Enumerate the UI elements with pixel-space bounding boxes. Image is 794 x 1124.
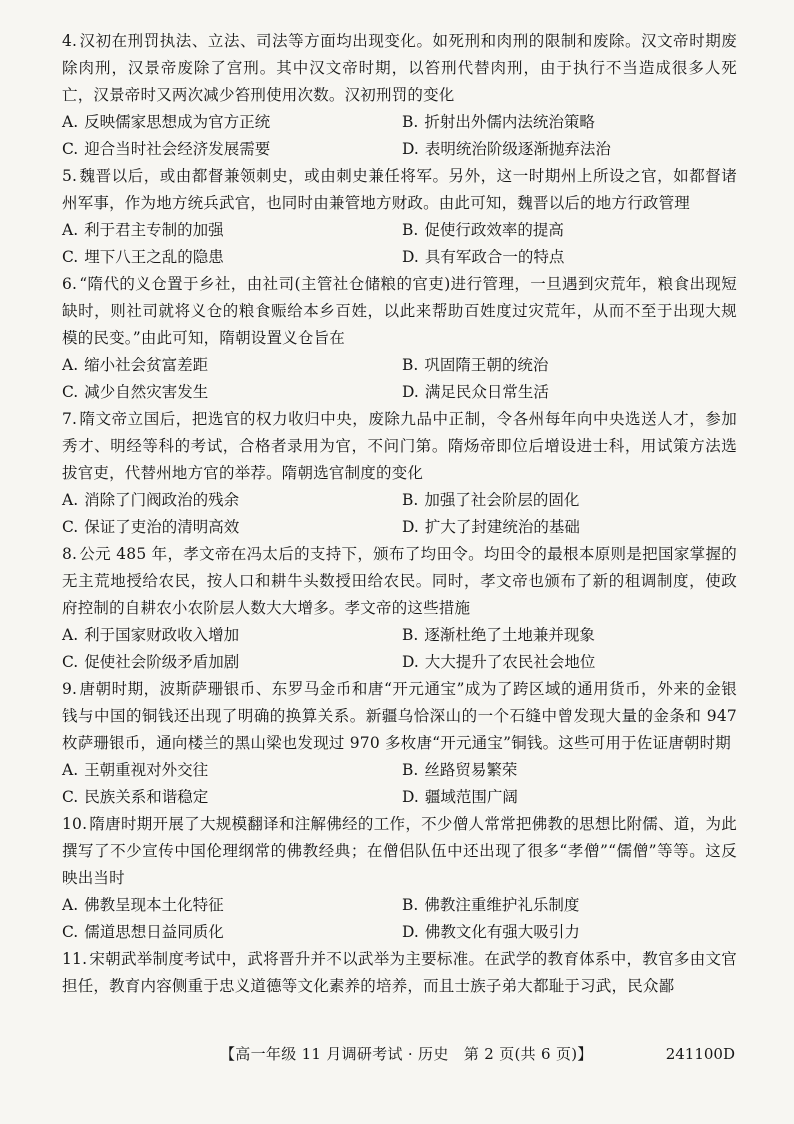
option-c[interactable] bbox=[62, 919, 402, 946]
option-c[interactable] bbox=[62, 514, 402, 541]
question-stem: 隋文帝立国后，把选官的权力收归中央，废除九品中正制，令各州每年向中央选送人才，参加秀才、明经等科的考试，合格者录用为官，不问门第。隋炀帝即位后增设进士科，用试策方法选拔官吏，代替州地方官的举荐。隋朝选官制度的变化 bbox=[62, 410, 737, 482]
option-b[interactable] bbox=[402, 622, 737, 649]
option-b[interactable] bbox=[402, 217, 737, 244]
option-letter: C. bbox=[62, 383, 79, 401]
option-b[interactable] bbox=[402, 352, 737, 379]
option-d[interactable] bbox=[402, 136, 737, 163]
option-letter: B. bbox=[402, 113, 419, 131]
option-letter: D. bbox=[402, 518, 419, 536]
question-text bbox=[62, 946, 737, 1000]
option-letter: C. bbox=[62, 653, 79, 671]
option-letter: A. bbox=[62, 491, 79, 509]
question-text bbox=[62, 541, 737, 622]
option-a[interactable] bbox=[62, 352, 402, 379]
option-d[interactable] bbox=[402, 784, 737, 811]
option-letter: A. bbox=[62, 626, 79, 644]
options-grid bbox=[62, 352, 737, 406]
option-letter: B. bbox=[402, 221, 419, 239]
option-text: 满足民众日常生活 bbox=[424, 383, 549, 401]
option-a[interactable] bbox=[62, 217, 402, 244]
option-letter: D. bbox=[402, 653, 419, 671]
option-text: 儒道思想日益同质化 bbox=[84, 923, 224, 941]
question-number: 11. bbox=[62, 950, 88, 968]
option-text: 扩大了封建统治的基础 bbox=[424, 518, 580, 536]
option-text: 佛教注重维护礼乐制度 bbox=[424, 896, 580, 914]
option-letter: B. bbox=[402, 896, 419, 914]
option-text: 折射出外儒内法统治策略 bbox=[424, 113, 595, 131]
option-letter: B. bbox=[402, 356, 419, 374]
question-stem: “隋代的义仓置于乡社，由社司(主管社仓储粮的官吏)进行管理，一旦遇到灾荒年，粮食出现短缺时，则社司就将义仓的粮食赈给本乡百姓，以此来帮助百姓度过灾荒年，从而不至于出现大规模的民变。”由此可知，隋朝设置义仓旨在 bbox=[62, 275, 737, 347]
question-8 bbox=[62, 541, 737, 676]
option-letter: D. bbox=[402, 788, 419, 806]
question-number: 6. bbox=[62, 275, 78, 293]
option-c[interactable] bbox=[62, 784, 402, 811]
option-letter: C. bbox=[62, 923, 79, 941]
question-11 bbox=[62, 946, 737, 1000]
option-text: 逐渐杜绝了土地兼并现象 bbox=[424, 626, 595, 644]
option-text: 佛教呈现本土化特征 bbox=[84, 896, 224, 914]
options-grid bbox=[62, 757, 737, 811]
option-a[interactable] bbox=[62, 757, 402, 784]
option-a[interactable] bbox=[62, 109, 402, 136]
option-text: 迎合当时社会经济发展需要 bbox=[84, 140, 271, 158]
question-number: 5. bbox=[62, 167, 78, 185]
question-text bbox=[62, 28, 737, 109]
exam-code: 241100D bbox=[665, 1045, 735, 1063]
question-text bbox=[62, 406, 737, 487]
option-letter: A. bbox=[62, 896, 79, 914]
options-grid bbox=[62, 892, 737, 946]
option-text: 具有军政合一的特点 bbox=[424, 248, 565, 266]
option-text: 消除了门阀政治的残余 bbox=[84, 491, 240, 509]
option-letter: B. bbox=[402, 761, 419, 779]
option-d[interactable] bbox=[402, 649, 737, 676]
question-text bbox=[62, 811, 737, 892]
question-6 bbox=[62, 271, 737, 406]
option-letter: A. bbox=[62, 221, 79, 239]
question-7 bbox=[62, 406, 737, 541]
option-letter: A. bbox=[62, 761, 79, 779]
option-a[interactable] bbox=[62, 487, 402, 514]
option-text: 缩小社会贫富差距 bbox=[84, 356, 209, 374]
question-4 bbox=[62, 28, 737, 163]
option-letter: B. bbox=[402, 491, 419, 509]
question-9 bbox=[62, 676, 737, 811]
option-letter: A. bbox=[62, 113, 79, 131]
option-b[interactable] bbox=[402, 757, 737, 784]
question-number: 9. bbox=[62, 680, 78, 698]
question-text bbox=[62, 163, 737, 217]
question-stem: 唐朝时期，波斯萨珊银币、东罗马金币和唐“开元通宝”成为了跨区域的通用货币，外来的金银钱与中国的铜钱还出现了明确的换算关系。新疆乌恰深山的一个石缝中曾发现大量的金条和 947 枚萨珊银币，通向楼兰的黑山梁也发现过 970 多枚唐“开元通宝”铜钱。这些可用于佐证唐朝时期 bbox=[62, 680, 737, 752]
option-letter: A. bbox=[62, 356, 79, 374]
option-text: 埋下八王之乱的隐患 bbox=[84, 248, 224, 266]
question-number: 8. bbox=[62, 545, 78, 563]
options-grid bbox=[62, 217, 737, 271]
option-a[interactable] bbox=[62, 622, 402, 649]
question-stem: 汉初在刑罚执法、立法、司法等方面均出现变化。如死刑和肉刑的限制和废除。汉文帝时期废除肉刑，汉景帝废除了宫刑。其中汉文帝时期，以笞刑代替肉刑，由于执行不当造成很多人死亡，汉景帝时又两次减少笞刑使用次数。汉初刑罚的变化 bbox=[62, 32, 737, 104]
question-5 bbox=[62, 163, 737, 271]
option-text: 加强了社会阶层的固化 bbox=[424, 491, 580, 509]
option-text: 王朝重视对外交往 bbox=[84, 761, 209, 779]
question-number: 10. bbox=[62, 815, 88, 833]
option-b[interactable] bbox=[402, 892, 737, 919]
option-c[interactable] bbox=[62, 649, 402, 676]
question-stem: 宋朝武举制度考试中，武将晋升并不以武举为主要标准。在武学的教育体系中，教官多由文官担任，教育内容侧重于忠义道德等文化素养的培养，而且士族子弟大都耻于习武，民众鄙 bbox=[62, 950, 737, 995]
exam-label: 【高一年级 11 月调研考试 · 历史 第 2 页(共 6 页)】 bbox=[220, 1045, 593, 1063]
option-c[interactable] bbox=[62, 136, 402, 163]
questions-container bbox=[62, 28, 737, 1000]
question-stem: 公元 485 年，孝文帝在冯太后的支持下，颁布了均田令。均田令的最根本原则是把国家掌握的无主荒地授给农民，按人口和耕牛头数授田给农民。同时，孝文帝也颁布了新的租调制度，使政府控制的自耕农小农阶层人数大大增多。孝文帝的这些措施 bbox=[62, 545, 737, 617]
option-text: 民族关系和谐稳定 bbox=[84, 788, 209, 806]
option-text: 利于君主专制的加强 bbox=[84, 221, 224, 239]
option-letter: C. bbox=[62, 788, 79, 806]
option-b[interactable] bbox=[402, 487, 737, 514]
question-text bbox=[62, 271, 737, 352]
option-letter: D. bbox=[402, 248, 419, 266]
question-10 bbox=[62, 811, 737, 946]
question-number: 7. bbox=[62, 410, 78, 428]
question-stem: 隋唐时期开展了大规模翻译和注解佛经的工作，不少僧人常常把佛教的思想比附儒、道，为此撰写了不少宣传中国伦理纲常的佛教经典；在僧侣队伍中还出现了很多“孝僧”“儒僧”等等。这反映出当时 bbox=[62, 815, 737, 887]
option-text: 保证了吏治的清明高效 bbox=[84, 518, 240, 536]
option-letter: D. bbox=[402, 383, 419, 401]
option-d[interactable] bbox=[402, 514, 737, 541]
option-text: 表明统治阶级逐渐抛弃法治 bbox=[424, 140, 611, 158]
option-text: 促使社会阶级矛盾加剧 bbox=[84, 653, 240, 671]
option-text: 反映儒家思想成为官方正统 bbox=[84, 113, 271, 131]
option-c[interactable] bbox=[62, 379, 402, 406]
options-grid bbox=[62, 622, 737, 676]
option-c[interactable] bbox=[62, 244, 402, 271]
option-letter: C. bbox=[62, 248, 79, 266]
option-d[interactable] bbox=[402, 379, 737, 406]
option-text: 佛教文化有强大吸引力 bbox=[424, 923, 580, 941]
option-letter: D. bbox=[402, 923, 419, 941]
option-letter: C. bbox=[62, 518, 79, 536]
option-text: 巩固隋王朝的统治 bbox=[424, 356, 549, 374]
question-stem: 魏晋以后，或由都督兼领刺史，或由刺史兼任将军。另外，这一时期州上所设之官，如都督诸州军事，作为地方统兵武官，也同时由兼管地方财政。由此可知，魏晋以后的地方行政管理 bbox=[62, 167, 737, 212]
option-text: 丝路贸易繁荣 bbox=[424, 761, 518, 779]
question-number: 4. bbox=[62, 32, 78, 50]
option-a[interactable] bbox=[62, 892, 402, 919]
option-text: 减少自然灾害发生 bbox=[84, 383, 209, 401]
option-text: 疆域范围广阔 bbox=[424, 788, 518, 806]
option-d[interactable] bbox=[402, 244, 737, 271]
options-grid bbox=[62, 109, 737, 163]
option-b[interactable] bbox=[402, 109, 737, 136]
option-text: 利于国家财政收入增加 bbox=[84, 626, 240, 644]
option-letter: B. bbox=[402, 626, 419, 644]
question-text bbox=[62, 676, 737, 757]
option-d[interactable] bbox=[402, 919, 737, 946]
option-text: 促使行政效率的提高 bbox=[424, 221, 564, 239]
option-text: 大大提升了农民社会地位 bbox=[424, 653, 596, 671]
option-letter: C. bbox=[62, 140, 79, 158]
options-grid bbox=[62, 487, 737, 541]
option-letter: D. bbox=[402, 140, 419, 158]
